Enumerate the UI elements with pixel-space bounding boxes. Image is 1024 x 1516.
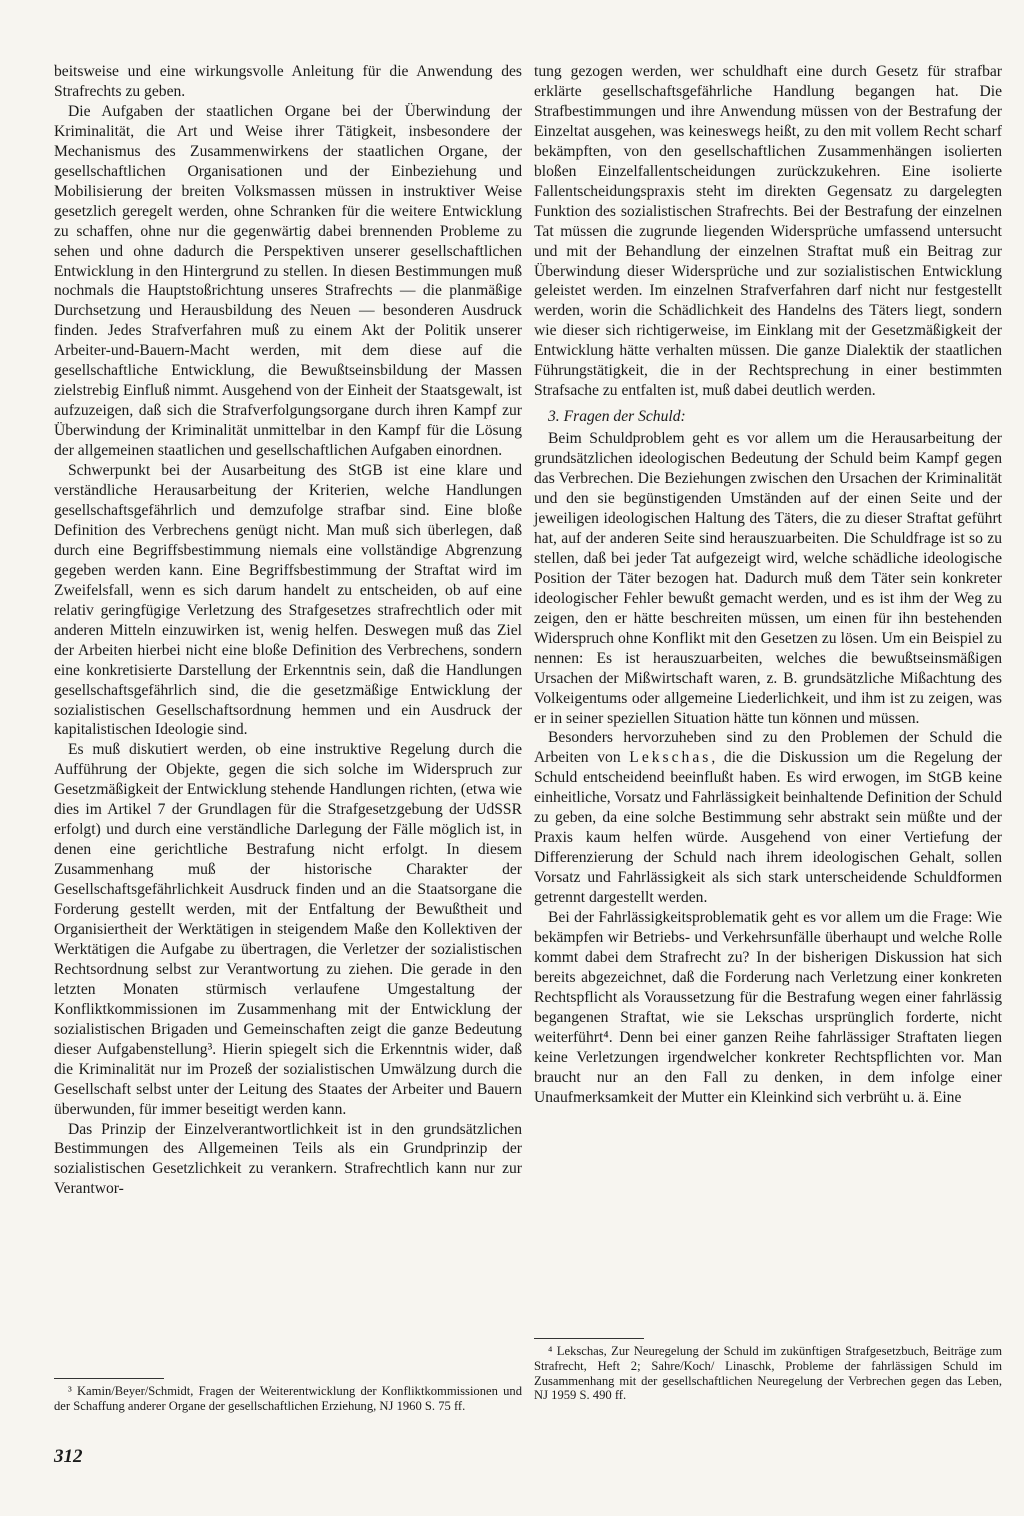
paragraph: beitsweise und eine wirkungsvolle Anleitung für die Anwendung des Strafrechts zu geben. — [54, 63, 522, 100]
paragraph: Beim Schuldproblem geht es vor allem um die Herausarbeitung der grundsätzlichen ideologischen Bedeutung der Schuld beim Kampf gegen das Verbrechen. Die Beziehungen zwischen den Ursachen der Kriminalität und den sie begünstigenden Umständen auf der einen Seite und der jeweiligen ideologischen Haltung des Täters, die zu dieser Straftat geführt hat, auf der anderen Seite sind herauszuarbeiten. Die Schuldfrage ist so zu stellen, daß bei jeder Tat aufgezeigt wird, welche schädliche ideologische Position der Täter bezogen hat. Dadurch muß dem Täter sein konkreter ideologischer Fehler bewußt gemacht werden, und es ist ihm der Weg zu zeigen, den er hätte beschreiten müssen, um einen für ihn bestehenden Widerspruch ohne Konflikt mit den Gesetzen zu lösen. Um ein Beispiel zu nennen: Es ist herauszuarbeiten, welches die bewußtseinsmäßigen Ursachen der Mißwirtschaft waren, z. B. grundsätzliche Mißachtung des Volkeigentums oder allgemeine Liederlichkeit, und ihm ist zu zeigen, was er in seiner speziellen Situation hätte tun können und müssen. — [534, 430, 1002, 727]
paragraph-text: Besonders hervorzuheben sind zu den Problemen der Schuld die Arbeiten von — [534, 729, 1002, 767]
footnote-3 — [54, 1384, 522, 1414]
footnote-divider — [54, 1378, 164, 1379]
section-heading: 3. Fragen der Schuld: — [548, 408, 686, 426]
footnote-text: ³ Kamin/Beyer/Schmidt, Fragen der Weiterentwicklung der Konfliktkommissionen und der Schaffung anderer Organe der gesellschaftlichen Erziehung, NJ 1960 S. 75 ff. — [54, 1384, 522, 1413]
paragraph: Die Aufgaben der staatlichen Organe bei der Überwindung der Kriminalität, die Art und Weise ihrer Tätigkeit, insbesondere der Mechanismus des Zusammenwirkens der staatlichen Organe, der gesellschaftlichen Organisationen und der Einbeziehung und Mobilisierung der breiten Volksmassen müssen in instruktiver Weise gesetzlich geregelt werden, ohne Schranken für die weitere Entwicklung zu schaffen, ohne nur die gegenwärtig dabei brennenden Probleme zu sehen und ohne dadurch die Perspektiven unserer gesellschaftlichen Entwicklung in den Hintergrund zu stellen. In diesen Bestimmungen muß nochmals die Hauptstoßrichtung unseres Strafrechts — die planmäßige Durchsetzung und Herausbildung des Neuen — besonderen Ausdruck finden. Jedes Strafverfahren muß zu einem Akt der Politik unserer Arbeiter-und-Bauern-Macht werden, mit dem diese auf die gesellschaftliche Entwicklung, die Bewußtseinsbildung der Massen zielstrebig Einfluß nimmt. Ausgehend von der Einheit der Staatsgewalt, ist aufzuzeigen, daß sich die Strafverfolgungsorgane durch ihren Kampf zur Überwindung der Kriminalität unmittelbar in den Kampf für die Lösung der allgemeinen staatlichen und gesellschaftlichen Aufgaben einordnen. — [54, 102, 522, 460]
paragraph — [534, 728, 1002, 908]
footnote-text: ⁴ Lekschas, Zur Neuregelung der Schuld im zukünftigen Strafgesetzbuch, Beiträge zum Strafrecht, Heft 2; Sahre/Koch/ Linaschk, Probleme der fahrlässigen Schuld im Zusammenhang mit der gesellschaftlichen Neuregelung der Verbrechen gegen das Leben, NJ 1959 S. 490 ff. — [534, 1344, 1002, 1403]
footnote-4 — [534, 1344, 1002, 1403]
paragraph: Schwerpunkt bei der Ausarbeitung des StGB ist eine klare und verständliche Herausarbeitung der Kriterien, welche Handlungen gesellschaftsgefährlich und demzufolge strafbar sind. Eine bloße Definition des Verbrechens genügt nicht. Man muß sich überlegen, daß durch eine Begriffsbestimmung niemals eine vollständige Abgrenzung gegeben werden kann. Eine Begriffsbestimmung der Straftat wird im Zweifelsfall, wenn es sich darum handelt zu entscheiden, ob auf eine relativ geringfügige Verletzung des Strafgesetzes strafrechtlich oder mit anderen Mitteln einzuwirken ist, wenig helfen. Deswegen muß das Ziel der Arbeiten hierbei nicht eine bloße Definition des Verbrechens, sondern eine konkretisierte Darstellung der Erkenntnis sein, daß die Handlungen gesellschaftsgefährlich sind, die die gesetzmäßige Entwicklung der sozialistischen Gesellschaftsordnung hemmen und ein Ausdruck der kapitalistischen Ideologie sind. — [54, 462, 522, 739]
page-number: 312 — [54, 1446, 83, 1467]
paragraph: tung gezogen werden, wer schuldhaft eine durch Gesetz für strafbar erklärte gesellschaftsgefährliche Handlung begangen hat. Die Strafbestimmungen und ihre Anwendung müssen von der Bestrafung der Einzeltat ausgehen, was keineswegs heißt, zu den mit vollem Recht scharf bekämpften, von den gesellschaftlichen Zusammenhängen isolierten bloßen Einzelfallentscheidungen zurückzukehren. Eine isolierte Fallentscheidungspraxis steht im direkten Gegensatz zu dargelegten Funktion des sozialistischen Strafrechts. Bei der Bestrafung der einzelnen Tat müssen die zugrunde liegenden Widersprüche umfassend untersucht und mit der Behandlung der einzelnen Straftat muß ein Beitrag zur Überwindung dieser Widersprüche und zur sozialistischen Entwicklung geleistet werden. Im einzelnen Strafverfahren darf nicht nur festgestellt werden, worin die Schädlichkeit des Handelns des Täters liegt, sondern wie dieser sich richtigerweise, im Einklang mit der Gesetzmäßigkeit der Entwicklung hätte verhalten müssen. Die ganze Dialektik der staatlichen Führungstätigkeit, die in der Rechtsprechung in einer bestimmten Strafsache zu entfalten ist, muß dabei deutlich werden. — [534, 63, 1002, 400]
footnote-divider — [534, 1338, 644, 1339]
paragraph: Es muß diskutiert werden, ob eine instruktive Regelung durch die Aufführung der Objekte, gegen die sich solche im Widerspruch zur Gesetzmäßigkeit der Entwicklung stehende Handlungen richten, (etwa wie dies im Artikel 7 der Grundlagen für die Strafgesetzgebung der UdSSR erfolgt) und durch eine verständliche Darlegung der Fälle möglich ist, in denen eine gerichtliche Bestrafung nicht erfolgt. In diesem Zusammenhang muß der historische Charakter der Gesellschaftsgefährlichkeit Ausdruck finden und an die Staatsorgane die Forderung gestellt werden, mit der Entfaltung der Bewußtheit und Organisiertheit der Werktätigen in steigendem Maße den Kollektiven der Werktätigen die Aufgabe zu übertragen, die Verletzer der sozialistischen Rechtsordnung selbst zur Verantwortung zu ziehen. Die gerade in den letzten Monaten stürmisch verlaufene Umgestaltung der Konfliktkommissionen im Zusammenhang mit der Entwicklung der sozialistischen Brigaden und Gemeinschaften zeigt die ganze Bedeutung dieser Aufgabenstellung³. Hierin spiegelt sich die Erkenntnis wider, daß die Kriminalität nur im Prozeß der sozialistischen Umwälzung durch die Gesellschaft selbst unter der Leitung des Staates der Arbeiter und Bauern überwunden, für immer beseitigt werden kann. — [54, 741, 522, 1118]
paragraph: Bei der Fahrlässigkeitsproblematik geht es vor allem um die Frage: Wie bekämpfen wir Betriebs- und Verkehrsunfälle überhaupt und welche Rolle kommt dabei dem Strafrecht zu? In der bisherigen Diskussion hat sich bereits abgezeichnet, daß die Forderung nach Verletzung einer konkreten Rechtspflicht als Voraussetzung für die Bestrafung wegen einer fahrlässig begangenen Straftat, wie sie Lekschas ursprünglich forderte, nicht weiterführt⁴. Denn bei einer ganzen Reihe fahrlässiger Straftaten liegen keine Verletzungen irgendwelcher konkreter Rechtspflichten vor. Man braucht nur an den Fall zu denken, in dem infolge einer Unaufmerksamkeit der Mutter ein Kleinkind sich verbrüht u. ä. Eine — [534, 909, 1002, 1106]
author-name: Lekschas — [629, 749, 712, 767]
paragraph-text: , die die Diskussion um die Regelung der Schuld entscheidend beeinflußt haben. Es wird erwogen, im StGB keine einheitliche, Vorsatz und Fahrlässigkeit beinhaltende Definition der Schuld zu geben, da eine solche Bestimmung sehr abstrakt sein müßte und der Praxis kaum helfen würde. Ausgehend von einer Vertiefung der Differenzierung der Schuld nach ihrem ideologischen Gehalt, sollen Vorsatz und Fahrlässigkeit als sich stark unterscheidende Schuldformen getrennt dargestellt werden. — [534, 749, 1002, 907]
paragraph: Das Prinzip der Einzelverantwortlichkeit ist in den grundsätzlichen Bestimmungen des Allgemeinen Teils als ein Grundprinzip der sozialistischen Gesetzlichkeit zu verankern. Strafrechtlich kann nur zur Verantwor- — [54, 1120, 522, 1198]
left-column — [54, 62, 522, 1199]
right-column — [534, 62, 1002, 1108]
